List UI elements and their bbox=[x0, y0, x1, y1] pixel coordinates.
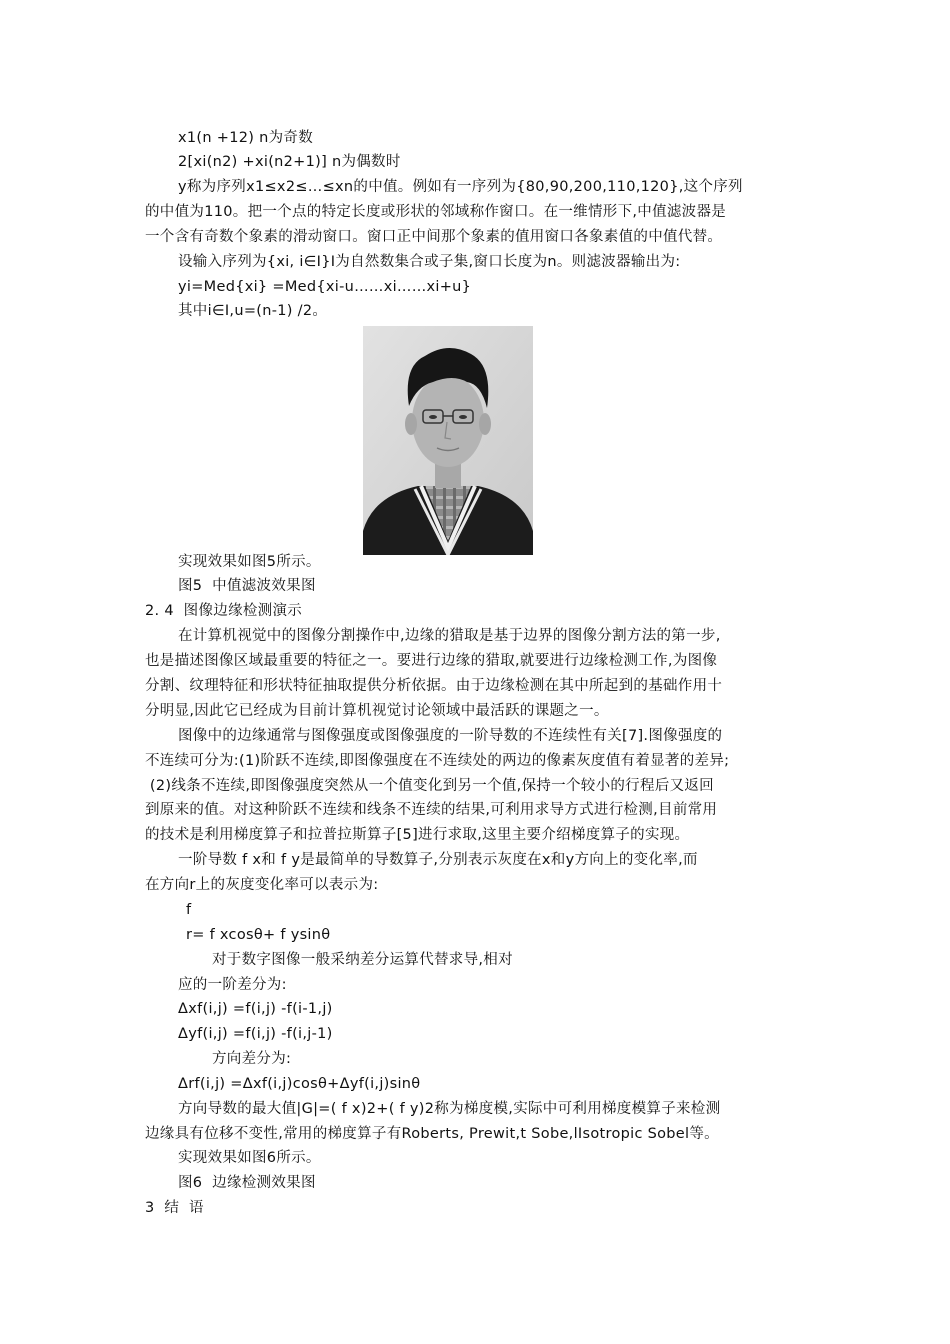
formula-where: 其中i∈I,u=(n-1) /2。 bbox=[178, 303, 328, 319]
formula-odd: x1(n +12) n为奇数 bbox=[178, 130, 314, 146]
paragraph-line: 的中值为110。把一个点的特定长度或形状的邻域称作窗口。在一维情形下,中值滤波器是 bbox=[145, 204, 727, 220]
paragraph-line: 分明显,因此它已经成为目前计算机视觉讨论领域中最活跃的课题之一。 bbox=[145, 703, 609, 719]
paragraph-line: 在方向r上的灰度变化率可以表示为: bbox=[145, 877, 379, 893]
paragraph-line: 到原来的值。对这种阶跃不连续和线条不连续的结果,可利用求导方式进行检测,目前常用 bbox=[145, 802, 718, 818]
paragraph-line: (2)线条不连续,即图像强度突然从一个值变化到另一个值,保持一个较小的行程后又返回 bbox=[145, 778, 714, 794]
figure-caption-6: 图6 边缘检测效果图 bbox=[178, 1175, 316, 1191]
paragraph-line: 方向导数的最大值|G|=( f x)2+( f y)2称为梯度模,实际中可利用梯度模算子来检测 bbox=[178, 1101, 721, 1117]
formula-dr: Δrf(i,j) =Δxf(i,j)cosθ+Δyf(i,j)sinθ bbox=[178, 1076, 421, 1092]
portrait-image bbox=[363, 326, 533, 555]
paragraph-line: 实现效果如图5所示。 bbox=[178, 554, 321, 570]
paragraph-line: 图像中的边缘通常与图像强度或图像强度的一阶导数的不连续性有关[7].图像强度的 bbox=[178, 728, 723, 744]
formula-f: f bbox=[186, 902, 192, 918]
figure-caption-5: 图5 中值滤波效果图 bbox=[178, 578, 316, 594]
paragraph-line: 实现效果如图6所示。 bbox=[178, 1150, 321, 1166]
section-heading-2-4: 2. 4 图像边缘检测演示 bbox=[145, 603, 303, 619]
paragraph-line: 方向差分为: bbox=[212, 1051, 292, 1067]
paragraph-line: 边缘具有位移不变性,常用的梯度算子有Roberts, Prewit,t Sobe,lIsotropic Sobel等。 bbox=[145, 1126, 719, 1142]
section-heading-3: 3 结 语 bbox=[145, 1200, 204, 1216]
formula-directional: r= f xcosθ+ f ysinθ bbox=[186, 927, 331, 943]
paragraph-line: 的技术是利用梯度算子和拉普拉斯算子[5]进行求取,这里主要介绍梯度算子的实现。 bbox=[145, 827, 690, 843]
paragraph-line: 对于数字图像一般采纳差分运算代替求导,相对 bbox=[212, 952, 513, 968]
paragraph-line: 一阶导数 f x和 f y是最简单的导数算子,分别表示灰度在x和y方向上的变化率,而 bbox=[178, 852, 698, 868]
paragraph-line: 一个含有奇数个象素的滑动窗口。窗口正中间那个象素的值用窗口各象素值的中值代替。 bbox=[145, 229, 723, 245]
paragraph-line: 在计算机视觉中的图像分割操作中,边缘的猎取是基于边界的图像分割方法的第一步, bbox=[178, 628, 721, 644]
paragraph-line: 应的一阶差分为: bbox=[178, 977, 287, 993]
formula-dx: Δxf(i,j) =f(i,j) -f(i-1,j) bbox=[178, 1001, 333, 1017]
paragraph-line: 设输入序列为{xi, i∈I}I为自然数集合或子集,窗口长度为n。则滤波器输出为: bbox=[178, 254, 681, 270]
paragraph-line: 也是描述图像区域最重要的特征之一。要进行边缘的猎取,就要进行边缘检测工作,为图像 bbox=[145, 653, 718, 669]
paragraph-line: y称为序列x1≤x2≤…≤xn的中值。例如有一序列为{80,90,200,110,120},这个序列 bbox=[178, 179, 743, 195]
formula-dy: Δyf(i,j) =f(i,j) -f(i,j-1) bbox=[178, 1026, 333, 1042]
formula-med: yi=Med{xi} =Med{xi-u……xi……xi+u} bbox=[178, 279, 472, 295]
portrait-photo bbox=[363, 326, 533, 555]
formula-even: 2[xi(n2) +xi(n2+1)] n为偶数时 bbox=[178, 154, 401, 170]
paragraph-line: 分割、纹理特征和形状特征抽取提供分析依据。由于边缘检测在其中所起到的基础作用十 bbox=[145, 678, 723, 694]
paragraph-line: 不连续可分为:(1)阶跃不连续,即图像强度在不连续处的两边的像素灰度值有着显著的差异; bbox=[145, 753, 730, 769]
